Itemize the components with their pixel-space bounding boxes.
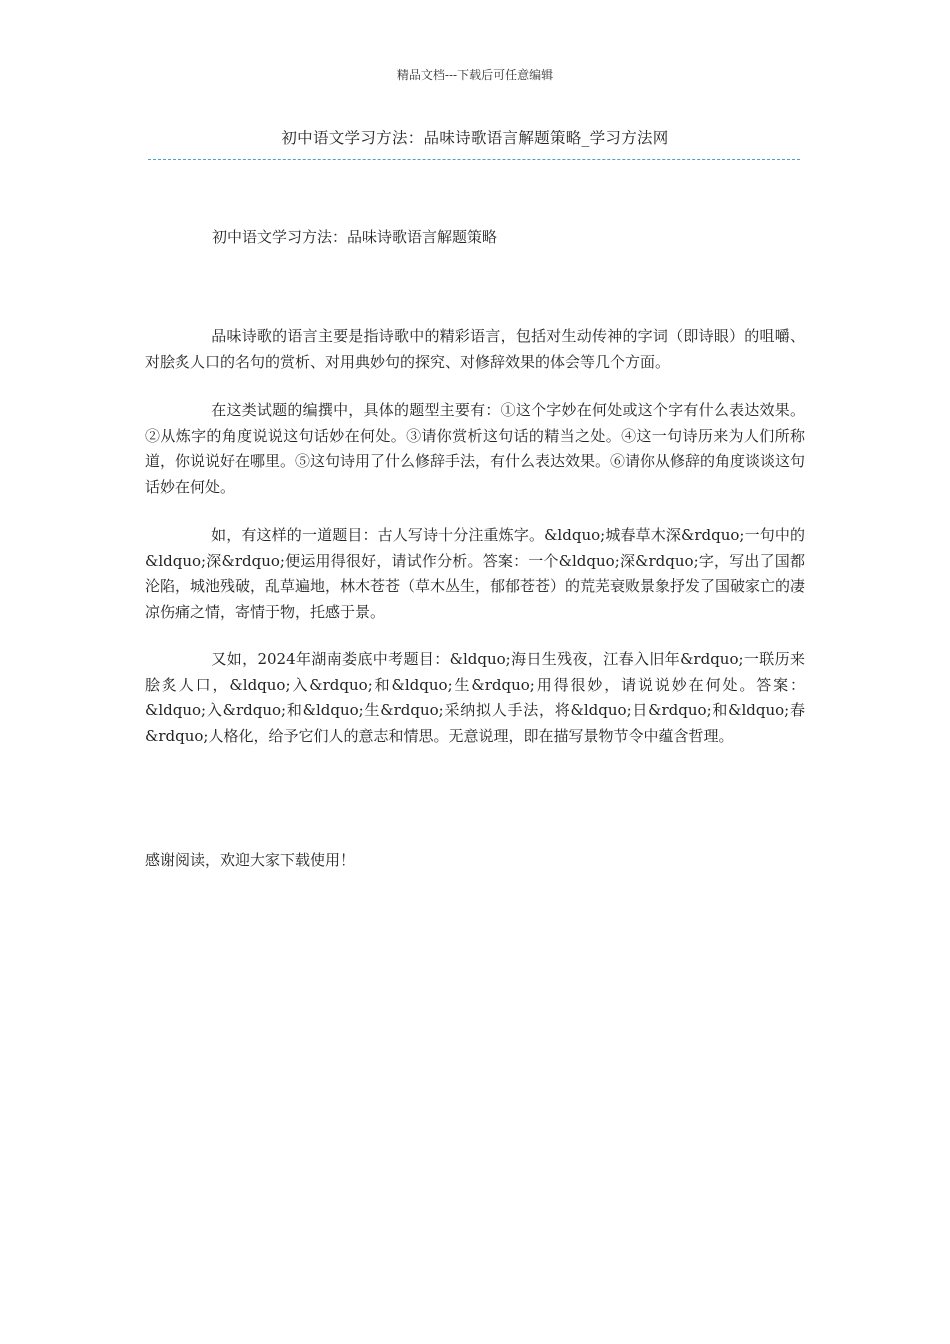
paragraph — [145, 647, 805, 749]
paragraph — [145, 398, 805, 500]
closing-note: 感谢阅读，欢迎大家下载使用！ — [145, 851, 356, 869]
paragraph — [145, 523, 805, 625]
paragraph-text: 在这类试题的编撰中，具体的题型主要有：①这个字妙在何处或这个字有什么表达效果。②从炼字的角度说说这句话妙在何处。③请你赏析这句话的精当之处。④这一句诗历来为人们所称道，你说说好在哪里。⑤这句诗用了什么修辞手法，有什么表达效果。⑥请你从修辞的角度谈谈这句话妙在何处。 — [145, 401, 806, 496]
paragraph-text: 如，有这样的一道题目：古人写诗十分注重炼字。&ldquo;城春草木深&rdquo;一句中的&ldquo;深&rdquo;便运用得很好，请试作分析。答案：一个&ldquo;深&rdquo;字，写出了国都沦陷，城池残破，乱草遍地，林木苍苍（草木丛生，郁郁苍苍）的荒芜衰败景象抒发了国破家亡的凄凉伤痛之情，寄情于物，托感于景。 — [145, 526, 806, 621]
paragraph-text: 又如，2024年湖南娄底中考题目：&ldquo;海日生残夜，江春入旧年&rdquo;一联历来脍炙人口，&ldquo;入&rdquo;和&ldquo;生&rdquo;用得很妙，请说说妙在何处。答案：&ldquo;入&rdquo;和&ldquo;生&rdquo;采纳拟人手法，将&ldquo;日&rdquo;和&ldquo;春&rdquo;人格化，给予它们人的意志和情思。无意说理，即在描写景物节令中蕴含哲理。 — [145, 650, 805, 745]
paragraph — [145, 324, 805, 375]
paragraph-text: 品味诗歌的语言主要是指诗歌中的精彩语言，包括对生动传神的字词（即诗眼）的咀嚼、对脍炙人口的名句的赏析、对用典妙句的探究、对修辞效果的体会等几个方面。 — [145, 327, 805, 371]
document-title: 初中语文学习方法：品味诗歌语言解题策略_学习方法网 — [281, 129, 669, 147]
header-note: 精品文档---下载后可任意编辑 — [396, 68, 554, 82]
article-subtitle: 初中语文学习方法：品味诗歌语言解题策略 — [212, 228, 498, 246]
title-divider — [148, 159, 800, 160]
